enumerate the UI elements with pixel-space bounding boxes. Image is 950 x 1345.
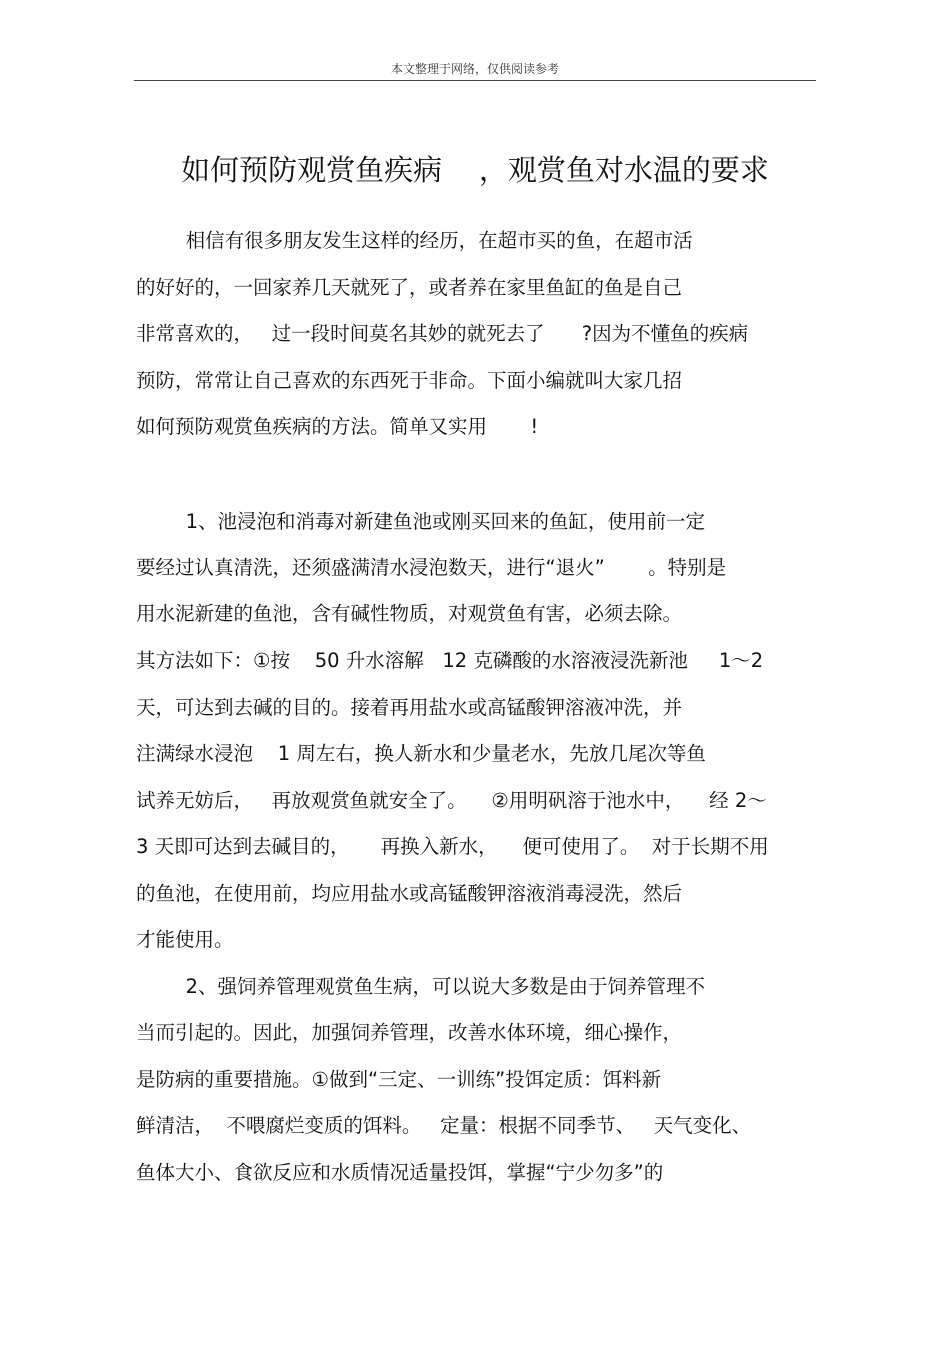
body-line: 用水泥新建的鱼池，含有碱性物质，对观赏鱼有害，必须去除。 [136, 602, 683, 625]
document-title: 如何预防观赏鱼疾病 ，观赏鱼对水温的要求 [181, 153, 769, 187]
body-line: 天，可达到去碱的目的。接着再用盐水或高锰酸钾溶液冲洗，并 [136, 696, 683, 719]
header-note: 本文整理于网络，仅供阅读参考 [390, 62, 559, 76]
body-line: 才能使用。 [136, 928, 234, 951]
body-line: 的好好的，一回家养几天就死了，或者养在家里鱼缸的鱼是自己 [136, 276, 683, 299]
body-line: 1、池浸泡和消毒对新建鱼池或刚买回来的鱼缸，使用前一定 [136, 510, 705, 533]
body-line: 试养无妨后， 再放观赏鱼就安全了。 ②用明矾溶于池水中， 经 2～ [136, 789, 767, 812]
body-line: 鱼体大小、食欲反应和水质情况适量投饵，掌握“宁少勿多”的 [136, 1161, 664, 1184]
body-line: 如何预防观赏鱼疾病的方法。简单又实用 ! [136, 415, 539, 438]
body-line: 注满绿水浸泡 1 周左右，换人新水和少量老水，先放几尾次等鱼 [136, 742, 706, 765]
body-line: 鲜清洁， 不喂腐烂变质的饵料。 定量：根据不同季节、 天气变化、 [136, 1114, 752, 1137]
body-line: 非常喜欢的， 过一段时间莫名其妙的就死去了 ?因为不懂鱼的疾病 [136, 322, 749, 345]
header-divider [134, 80, 816, 81]
body-line: 预防，常常让自己喜欢的东西死于非命。下面小编就叫大家几招 [136, 369, 683, 392]
body-line: 的鱼池，在使用前，均应用盐水或高锰酸钾溶液消毒浸洗，然后 [136, 882, 683, 905]
body-line: 当而引起的。因此，加强饲养管理，改善水体环境，细心操作， [136, 1021, 683, 1044]
body-line: 相信有很多朋友发生这样的经历，在超市买的鱼，在超市活 [136, 229, 693, 252]
body-line: 要经过认真清洗，还须盛满清水浸泡数天，进行“退火” 。特别是 [136, 556, 727, 579]
body-line: 2、强饲养管理观赏鱼生病，可以说大多数是由于饲养管理不 [136, 975, 705, 998]
body-line: 其方法如下：①按 50 升水溶解 12 克磷酸的水溶液浸洗新池 1～2 [136, 649, 764, 672]
body-line: 3 天即可达到去碱目的， 再换入新水， 便可使用了。 对于长期不用 [136, 835, 769, 858]
body-line: 是防病的重要措施。①做到“三定、一训练”投饵定质：饵料新 [136, 1068, 662, 1091]
